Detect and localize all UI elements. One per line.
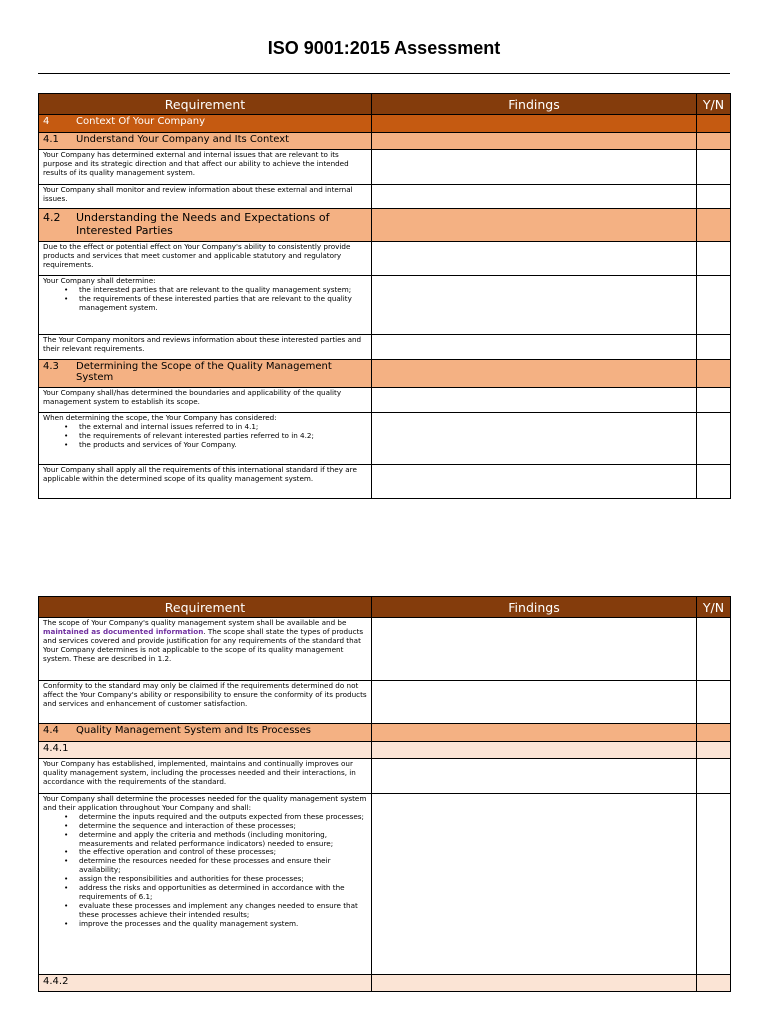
yn-cell[interactable] <box>697 209 731 242</box>
table-header-row <box>39 94 731 115</box>
requirement-row <box>39 242 731 276</box>
section-title: Understand Your Company and Its Context <box>76 134 290 145</box>
findings-cell[interactable] <box>372 759 697 794</box>
list-item: • determine the sequence and interaction of these processes; <box>64 822 368 831</box>
yn-cell[interactable] <box>697 681 731 724</box>
findings-cell[interactable] <box>372 388 697 413</box>
findings-cell[interactable] <box>372 681 697 724</box>
requirement-header: Requirement <box>39 597 372 618</box>
requirement-text: Your Company shall monitor and review information about these external and internal issues. <box>39 185 372 209</box>
document-title: ISO 9001:2015 Assessment <box>267 38 501 58</box>
findings-cell[interactable] <box>372 115 697 133</box>
section-title: Quality Management System and Its Processes <box>76 725 311 736</box>
requirement-text <box>39 413 372 465</box>
requirement-text: Your Company shall apply all the requirements of this international standard if they are applicable within the determined scope of its quality management system. <box>39 465 372 499</box>
yn-cell[interactable] <box>697 975 731 992</box>
requirement-intro: Your Company shall determine the processes needed for the quality management system and their application throughout Your Company and shall: <box>43 794 367 812</box>
requirement-text: Conformity to the standard may only be claimed if the requirements determined do not affect the Your Company's ability or responsibility to ensure the conformity of its products and services and enhancement of customer satisfaction. <box>39 681 372 724</box>
yn-header: Y/N <box>697 597 731 618</box>
yn-cell[interactable] <box>697 150 731 185</box>
requirement-text-end: . The scope shall state the types of products and services covered and provide justification for any requirements of the standard that Your Company determines is not applicable to the scope of its quality management system. These are described in 1.2. <box>43 626 364 663</box>
requirement-text: Your Company has determined external and internal issues that are relevant to its purpose and its strategic direction and that affect our ability to achieve the intended results of its quality management system. <box>39 150 372 185</box>
section-number: 4.1 <box>43 134 59 145</box>
list-item: • the requirements of relevant interested parties referred to in 4.2; <box>64 432 368 441</box>
yn-cell[interactable] <box>697 618 731 681</box>
bullet-list <box>43 423 368 450</box>
section-number: 4.4.2 <box>43 976 69 987</box>
findings-cell[interactable] <box>372 975 697 992</box>
yn-cell[interactable] <box>697 185 731 209</box>
findings-cell[interactable] <box>372 209 697 242</box>
requirement-text <box>39 794 372 975</box>
requirement-row <box>39 618 731 681</box>
requirement-text: Due to the effect or potential effect on Your Company's ability to consistently provide products and services that meet customer and applicable statutory and regulatory requirements. <box>39 242 372 276</box>
yn-cell[interactable] <box>697 360 731 388</box>
requirement-text <box>39 276 372 335</box>
section-row-4 <box>39 115 731 133</box>
section-row-4-4-1 <box>39 742 731 759</box>
yn-cell[interactable] <box>697 759 731 794</box>
requirement-row <box>39 413 731 465</box>
section-row-4-2 <box>39 209 731 242</box>
findings-header: Findings <box>372 597 697 618</box>
yn-cell[interactable] <box>697 742 731 759</box>
findings-cell[interactable] <box>372 618 697 681</box>
yn-cell[interactable] <box>697 794 731 975</box>
list-item: • assign the responsibilities and authorities for these processes; <box>64 875 368 884</box>
section-row-4-3 <box>39 360 731 388</box>
yn-cell[interactable] <box>697 115 731 133</box>
findings-cell[interactable] <box>372 413 697 465</box>
yn-cell[interactable] <box>697 335 731 360</box>
bullet-list <box>43 813 368 929</box>
findings-cell[interactable] <box>372 794 697 975</box>
requirement-row <box>39 759 731 794</box>
requirement-row <box>39 794 731 975</box>
requirement-row <box>39 185 731 209</box>
list-item: • the products and services of Your Company. <box>64 441 368 450</box>
list-item: • the interested parties that are relevant to the quality management system; <box>64 286 368 295</box>
table-header-row <box>39 597 731 618</box>
list-item: • address the risks and opportunities as determined in accordance with the requirements of 6.1; <box>64 884 368 902</box>
section-row-4-4-2 <box>39 975 731 992</box>
requirement-row <box>39 335 731 360</box>
yn-cell[interactable] <box>697 413 731 465</box>
findings-cell[interactable] <box>372 133 697 150</box>
section-number: 4.4.1 <box>43 743 69 754</box>
section-number: 4.2 <box>43 211 61 224</box>
findings-cell[interactable] <box>372 465 697 499</box>
requirement-row <box>39 150 731 185</box>
yn-cell[interactable] <box>697 465 731 499</box>
section-row-4-4 <box>39 724 731 742</box>
requirement-row <box>39 681 731 724</box>
findings-cell[interactable] <box>372 276 697 335</box>
list-item: • determine the resources needed for these processes and ensure their availability; <box>64 857 368 875</box>
list-item: • improve the processes and the quality management system. <box>64 920 368 929</box>
requirement-text-start: The scope of Your Company's quality management system shall be available and be <box>43 618 347 627</box>
list-item: • determine the inputs required and the outputs expected from these processes; <box>64 813 368 822</box>
yn-cell[interactable] <box>697 242 731 276</box>
assessment-table-1 <box>38 93 731 499</box>
requirement-text: The Your Company monitors and reviews information about these interested parties and their relevant requirements. <box>39 335 372 360</box>
findings-cell[interactable] <box>372 742 697 759</box>
requirement-row <box>39 388 731 413</box>
requirement-header: Requirement <box>39 94 372 115</box>
requirement-text <box>39 618 372 681</box>
findings-cell[interactable] <box>372 724 697 742</box>
requirement-row <box>39 276 731 335</box>
findings-cell[interactable] <box>372 335 697 360</box>
yn-cell[interactable] <box>697 276 731 335</box>
yn-cell[interactable] <box>697 133 731 150</box>
section-number: 4 <box>43 116 50 127</box>
yn-cell[interactable] <box>697 388 731 413</box>
section-title: Context Of Your Company <box>76 116 206 127</box>
requirement-text: Your Company has established, implemented, maintains and continually improves our quality management system, including the processes needed and their interactions, in accordance with the requirements of the standard. <box>39 759 372 794</box>
yn-header: Y/N <box>697 94 731 115</box>
documented-information-highlight: maintained as documented information <box>43 626 204 636</box>
findings-header: Findings <box>372 94 697 115</box>
section-title: Understanding the Needs and Expectations of Interested Parties <box>76 211 330 237</box>
section-number: 4.4 <box>43 725 59 736</box>
list-item: • evaluate these processes and implement any changes needed to ensure that these processes achieve their intended results; <box>64 902 368 920</box>
list-item: • the effective operation and control of these processes; <box>64 848 368 857</box>
requirement-row <box>39 465 731 499</box>
requirement-intro: When determining the scope, the Your Company has considered: <box>43 413 277 422</box>
assessment-table-2 <box>38 596 731 992</box>
section-title: Determining the Scope of the Quality Management System <box>76 361 332 383</box>
title-divider <box>38 73 730 74</box>
requirement-intro: Your Company shall determine: <box>43 276 156 285</box>
findings-cell[interactable] <box>372 242 697 276</box>
section-row-4-1 <box>39 133 731 150</box>
bullet-list <box>43 286 368 313</box>
section-number: 4.3 <box>43 361 59 372</box>
list-item: • determine and apply the criteria and methods (including monitoring, measurements and related performance indicators) needed to ensure; <box>64 831 368 849</box>
findings-cell[interactable] <box>372 150 697 185</box>
yn-cell[interactable] <box>697 724 731 742</box>
list-item: • the requirements of these interested parties that are relevant to the quality management system. <box>64 295 368 313</box>
findings-cell[interactable] <box>372 185 697 209</box>
requirement-text: Your Company shall/has determined the boundaries and applicability of the quality management system to establish its scope. <box>39 388 372 413</box>
list-item: • the external and internal issues referred to in 4.1; <box>64 423 368 432</box>
findings-cell[interactable] <box>372 360 697 388</box>
